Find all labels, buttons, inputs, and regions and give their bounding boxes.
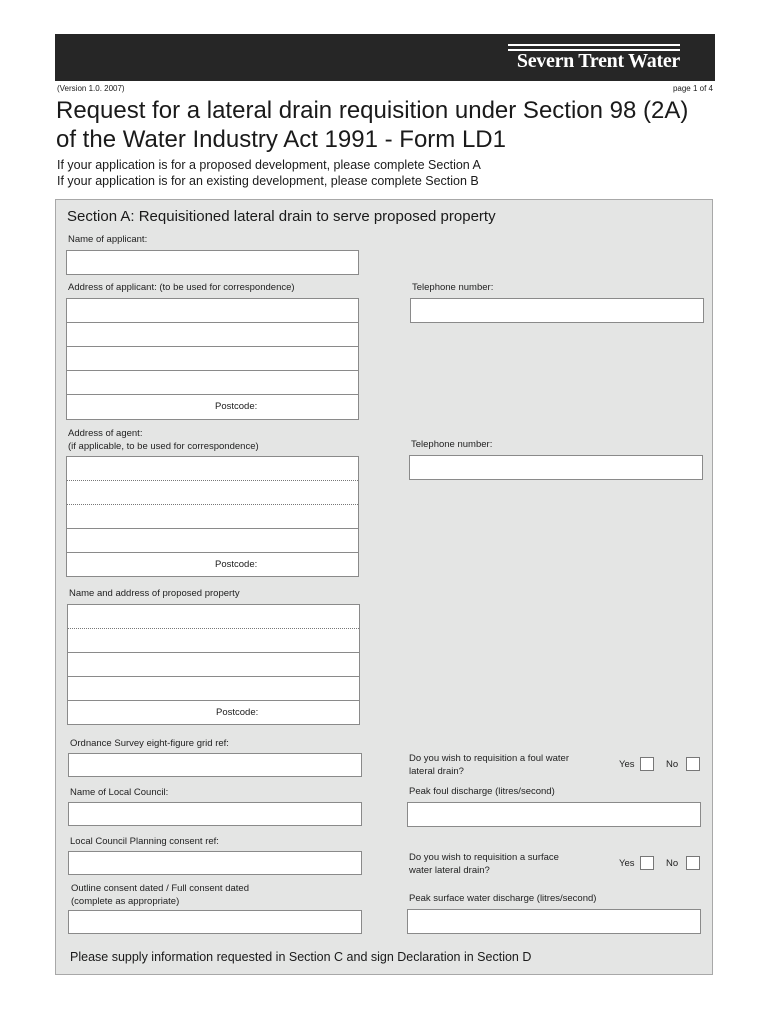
agent-telephone-field[interactable]	[409, 455, 703, 480]
section-a-footer-note: Please supply information requested in Section C and sign Declaration in Section D	[70, 950, 532, 964]
foul-question-line-1: Do you wish to requisition a foul water	[409, 753, 569, 764]
applicant-telephone-field[interactable]	[410, 298, 704, 323]
os-grid-ref-label: Ordnance Survey eight-figure grid ref:	[70, 738, 229, 749]
applicant-postcode-label: Postcode:	[215, 401, 258, 412]
peak-surface-field[interactable]	[407, 909, 701, 934]
brand-logo: Severn Trent Water	[516, 50, 680, 72]
agent-address-field[interactable]	[66, 456, 359, 577]
header-bar	[55, 34, 715, 81]
surface-yes-label: Yes	[619, 858, 635, 869]
applicant-name-label: Name of applicant:	[68, 234, 148, 245]
intro-text	[57, 157, 481, 189]
agent-postcode-label: Postcode:	[215, 559, 258, 570]
intro-line-1: If your application is for a proposed development, please complete Section A	[57, 158, 481, 172]
peak-surface-label: Peak surface water discharge (litres/second)	[409, 893, 597, 904]
surface-no-label: No	[666, 858, 679, 869]
foul-question-line-2: lateral drain?	[409, 766, 464, 777]
applicant-name-field[interactable]	[66, 250, 359, 275]
local-council-label: Name of Local Council:	[70, 787, 169, 798]
consent-date-label-2: (complete as appropriate)	[71, 896, 180, 907]
proposed-property-field[interactable]	[67, 604, 360, 725]
consent-date-label-1: Outline consent dated / Full consent dated	[71, 883, 249, 894]
peak-foul-label: Peak foul discharge (litres/second)	[409, 786, 555, 797]
intro-line-2: If your application is for an existing development, please complete Section B	[57, 174, 479, 188]
foul-no-label: No	[666, 759, 679, 770]
section-a-title: Section A: Requisitioned lateral drain to serve proposed property	[67, 208, 496, 225]
agent-address-label-2: (if applicable, to be used for correspondence)	[68, 441, 259, 452]
local-council-field[interactable]	[68, 802, 362, 826]
surface-yes-checkbox[interactable]	[640, 856, 654, 870]
property-postcode-label: Postcode:	[216, 707, 259, 718]
planning-ref-label: Local Council Planning consent ref:	[70, 836, 219, 847]
foul-yes-label: Yes	[619, 759, 635, 770]
surface-question-line-1: Do you wish to requisition a surface	[409, 852, 559, 863]
surface-question-line-2: water lateral drain?	[409, 865, 490, 876]
form-title-line-2: of the Water Industry Act 1991 - Form LD1	[56, 126, 506, 153]
page-number: page 1 of 4	[672, 84, 713, 93]
applicant-address-label: Address of applicant: (to be used for correspondence)	[68, 282, 295, 293]
agent-telephone-label: Telephone number:	[411, 439, 493, 450]
form-title-line-1: Request for a lateral drain requisition under Section 98 (2A)	[56, 97, 689, 124]
surface-no-checkbox[interactable]	[686, 856, 700, 870]
applicant-telephone-label: Telephone number:	[412, 282, 494, 293]
planning-ref-field[interactable]	[68, 851, 362, 875]
foul-no-checkbox[interactable]	[686, 757, 700, 771]
peak-foul-field[interactable]	[407, 802, 701, 827]
applicant-address-field[interactable]	[66, 298, 359, 420]
form-title	[56, 96, 726, 154]
agent-address-label-1: Address of agent:	[68, 428, 143, 439]
foul-yes-checkbox[interactable]	[640, 757, 654, 771]
proposed-property-label: Name and address of proposed property	[69, 588, 240, 599]
consent-date-field[interactable]	[68, 910, 362, 934]
version-label: (Version 1.0. 2007)	[57, 84, 125, 93]
os-grid-ref-field[interactable]	[68, 753, 362, 777]
